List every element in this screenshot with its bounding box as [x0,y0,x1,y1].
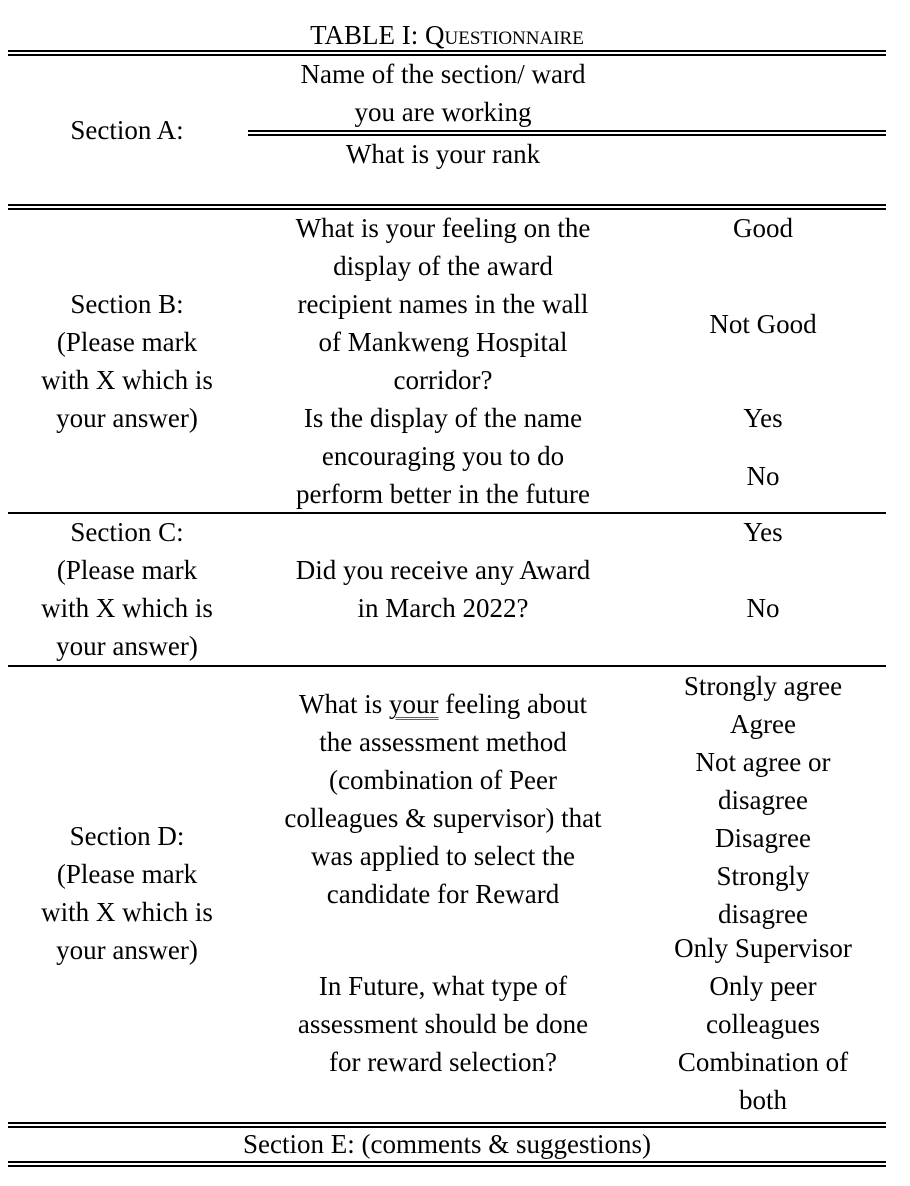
section-d-question-1: What is your feeling about the assessment method (combination of Peer colleagues & supervisor) that was applied to select the candidate for Reward [284,689,602,909]
section-c-question: Did you receive any Award in March 2022? [295,555,591,623]
table-title [310,16,584,54]
option-no[interactable]: No [746,461,780,491]
option-neutral-line-1[interactable]: Not agree or [695,747,831,777]
option-combination-line-2[interactable]: both [738,1085,787,1115]
option-combination-line-1[interactable]: Combination of [677,1047,849,1077]
option-agree[interactable]: Agree [730,709,796,739]
section-d-options-1 [684,667,842,933]
section-d-options-2 [674,929,852,1119]
option-only-peer-line-1[interactable]: Only peer [709,971,817,1001]
section-d-label: Section D: (Please mark with X which is your answer) [41,821,213,965]
option-only-supervisor[interactable]: Only Supervisor [674,933,852,963]
section-a-question-ward: Name of the section/ ward you are working [300,59,586,127]
section-b-question-2: Is the display of the name encouraging you to do perform better in the future [296,403,590,509]
table-caption: Questionnaire [425,20,584,50]
section-a-label: Section A: [70,115,184,145]
option-neutral-line-2[interactable]: disagree [718,785,808,815]
option-strongly-disagree-line-2[interactable]: disagree [718,899,808,929]
option-strongly-agree[interactable]: Strongly agree [683,671,843,701]
section-c-label: Section C: (Please mark with X which is your answer) [41,517,213,661]
option-yes[interactable]: Yes [743,403,783,433]
option-strongly-disagree-line-1[interactable]: Strongly [716,861,810,891]
option-yes[interactable]: Yes [743,517,783,547]
section-d-question-2: In Future, what type of assessment should be done for reward selection? [297,971,589,1077]
section-e-label: Section E: (comments & suggestions) [243,1129,651,1159]
section-b-label: Section B: (Please mark with X which is your answer) [41,289,213,433]
option-disagree[interactable]: Disagree [715,823,811,853]
section-a-question-rank: What is your rank [345,139,541,169]
grammar-flag-word[interactable]: your [389,689,439,719]
option-no[interactable]: No [746,593,780,623]
option-not-good[interactable]: Not Good [709,309,817,339]
table-number: TABLE I: [310,20,425,50]
section-b-question-1: What is your feeling on the display of the award recipient names in the wall of Mankweng Hospital corridor? [295,213,591,395]
option-only-peer-line-2[interactable]: colleagues [706,1009,820,1039]
option-good[interactable]: Good [733,213,793,243]
